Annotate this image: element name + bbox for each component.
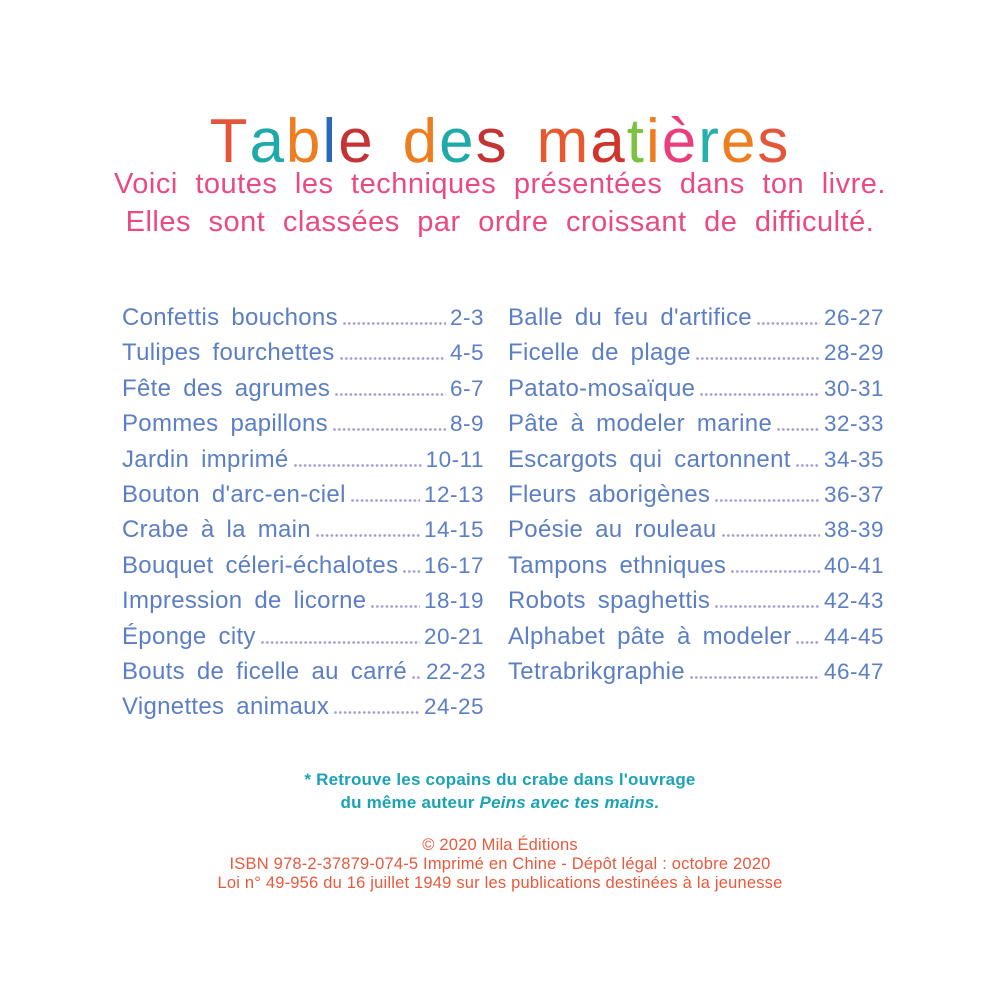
dotted-leader xyxy=(316,534,420,537)
title-letter: è xyxy=(661,106,699,176)
dotted-leader xyxy=(335,393,446,396)
toc-entry-label: Impression de licorne xyxy=(122,587,367,615)
toc-entry-pages: 44-45 xyxy=(823,623,884,649)
toc-entry-pages: 46-47 xyxy=(823,658,884,684)
dotted-leader xyxy=(731,570,820,573)
toc-entry-label: Confettis bouchons xyxy=(122,304,338,331)
toc-entry-pages: 22-23 xyxy=(425,658,487,684)
toc-entry-pages: 14-15 xyxy=(423,517,484,543)
dotted-leader xyxy=(796,641,820,644)
toc-entry-label: Pâte à modeler marine xyxy=(508,410,773,438)
toc-entry xyxy=(122,689,484,724)
toc-entry xyxy=(122,654,487,689)
dotted-leader xyxy=(722,534,820,537)
toc-entry-label: Crabe à la main xyxy=(122,516,311,544)
title-letter: e xyxy=(439,106,476,176)
toc-entry-pages: 36-37 xyxy=(823,481,884,507)
copyright-line: ISBN 978-2-37879-074-5 Imprimé en Chine - Dépôt légal : octobre 2020 xyxy=(229,854,771,873)
title-letter: e xyxy=(720,106,758,176)
footnote-line-1: * Retrouve les copains du crabe dans l'ouvrage xyxy=(304,770,696,789)
toc-entry xyxy=(122,583,484,618)
toc-entry xyxy=(122,371,484,406)
toc-entry-pages: 28-29 xyxy=(823,340,884,366)
toc-entry xyxy=(508,300,884,335)
toc-entry-label: Bouts de ficelle au carré xyxy=(122,657,407,685)
toc-column-right xyxy=(508,300,884,725)
toc-entry-pages: 38-39 xyxy=(823,517,884,543)
dotted-leader xyxy=(715,499,820,502)
dotted-leader xyxy=(334,711,420,714)
toc-entry-pages: 16-17 xyxy=(423,552,484,578)
title-letter: a xyxy=(590,106,627,176)
dotted-leader xyxy=(412,676,422,679)
toc-entry-pages: 34-35 xyxy=(823,446,884,472)
title-letter: d xyxy=(402,106,440,176)
toc-entry xyxy=(508,406,884,441)
dotted-leader xyxy=(696,357,820,360)
toc-entry xyxy=(508,548,884,583)
dotted-leader xyxy=(715,605,820,608)
dotted-leader xyxy=(333,428,446,431)
toc-entry xyxy=(508,335,884,370)
dotted-leader xyxy=(343,322,446,325)
intro-line: Voici toutes les techniques présentées dans ton livre. xyxy=(114,168,886,200)
title-letter: i xyxy=(646,106,662,176)
toc-entry-pages: 18-19 xyxy=(423,588,484,614)
toc-entry-pages: 32-33 xyxy=(823,411,884,437)
dotted-leader xyxy=(294,464,422,467)
toc-entry xyxy=(508,512,884,547)
toc-entry-pages: 30-31 xyxy=(823,375,884,401)
dotted-leader xyxy=(777,428,820,431)
toc-entry xyxy=(508,654,884,689)
toc-entry xyxy=(122,300,484,335)
toc-entry-pages: 8-9 xyxy=(449,411,484,437)
dotted-leader xyxy=(261,641,420,644)
title-letter: b xyxy=(285,106,323,176)
toc-entry-label: Bouton d'arc-en-ciel xyxy=(122,480,346,508)
toc-entry-label: Tulipes fourchettes xyxy=(122,339,335,367)
toc-entry xyxy=(508,371,884,406)
toc-entry-pages: 6-7 xyxy=(449,375,484,401)
copyright-block xyxy=(0,836,1000,892)
toc-entry-label: Fête des agrumes xyxy=(122,374,331,402)
toc-entry-label: Robots spaghettis xyxy=(508,587,711,615)
toc-entry-label: Éponge city xyxy=(122,622,256,650)
title-letter: s xyxy=(475,106,509,176)
toc-entry-label: Escargots qui cartonnent xyxy=(508,445,791,473)
toc-entry-label: Balle du feu d'artifice xyxy=(508,304,752,331)
title-letter: e xyxy=(338,106,375,176)
footnote-book-title: Peins avec tes mains. xyxy=(479,793,660,812)
toc-entry xyxy=(122,335,484,370)
toc-entry-label: Poésie au rouleau xyxy=(508,516,717,544)
toc-entry xyxy=(508,583,884,618)
toc-entry xyxy=(122,477,484,512)
intro-line: Elles sont classées par ordre croissant de difficulté. xyxy=(125,206,875,238)
toc-entry-pages: 12-13 xyxy=(423,481,484,507)
toc-entry xyxy=(122,442,484,477)
toc-entry-label: Fleurs aborigènes xyxy=(508,480,711,508)
title-letter: t xyxy=(626,106,647,176)
toc-entry-label: Patato-mosaïque xyxy=(508,374,696,402)
title-letter: l xyxy=(322,106,339,176)
title-letter: T xyxy=(209,106,250,176)
toc-entry-pages: 2-3 xyxy=(449,305,484,330)
dotted-leader xyxy=(700,393,820,396)
toc-entry-label: Jardin imprimé xyxy=(122,445,289,473)
dotted-leader xyxy=(690,676,820,679)
toc-entry xyxy=(122,548,484,583)
toc-entry-pages: 24-25 xyxy=(423,694,484,720)
intro-text xyxy=(0,165,1000,241)
toc-entry-label: Tetrabrikgraphie xyxy=(508,657,685,685)
toc-entry xyxy=(122,619,484,654)
dotted-leader xyxy=(340,357,446,360)
copyright-line: Loi n° 49-956 du 16 juillet 1949 sur les publications destinées à la jeunesse xyxy=(217,873,783,892)
toc-entry-pages: 42-43 xyxy=(823,588,884,614)
toc-entry xyxy=(508,442,884,477)
title-letter: a xyxy=(249,106,286,176)
toc-entry-pages: 26-27 xyxy=(823,305,884,330)
dotted-leader xyxy=(351,499,420,502)
toc-entry-pages: 20-21 xyxy=(423,623,484,649)
toc-entry-label: Pommes papillons xyxy=(122,410,328,438)
title-letter: m xyxy=(536,106,591,176)
toc-entry-label: Tampons ethniques xyxy=(508,551,727,579)
copyright-line: © 2020 Mila Éditions xyxy=(422,836,578,854)
dotted-leader xyxy=(796,464,820,467)
toc-entry-label: Ficelle de plage xyxy=(508,339,691,367)
toc-entry xyxy=(122,406,484,441)
toc-entry xyxy=(122,512,484,547)
toc-entry xyxy=(508,477,884,512)
toc-entry-pages: 4-5 xyxy=(449,340,484,366)
title-letter: r xyxy=(698,106,721,176)
toc xyxy=(122,300,884,725)
toc-entry-label: Alphabet pâte à modeler xyxy=(508,622,792,650)
toc-entry-label: Bouquet céleri-échalotes xyxy=(122,551,399,579)
dotted-leader xyxy=(757,322,820,325)
footnote xyxy=(0,768,1000,814)
title-letter: s xyxy=(757,106,791,176)
footnote-line-2-prefix: du même auteur xyxy=(340,793,480,812)
footnote-line-2 xyxy=(0,791,1000,814)
dotted-leader xyxy=(403,570,420,573)
toc-entry xyxy=(508,619,884,654)
toc-column-left xyxy=(122,300,487,725)
toc-entry-pages: 10-11 xyxy=(425,446,484,472)
toc-entry-label: Vignettes animaux xyxy=(122,693,330,721)
dotted-leader xyxy=(371,605,420,608)
toc-entry-pages: 40-41 xyxy=(823,552,884,578)
